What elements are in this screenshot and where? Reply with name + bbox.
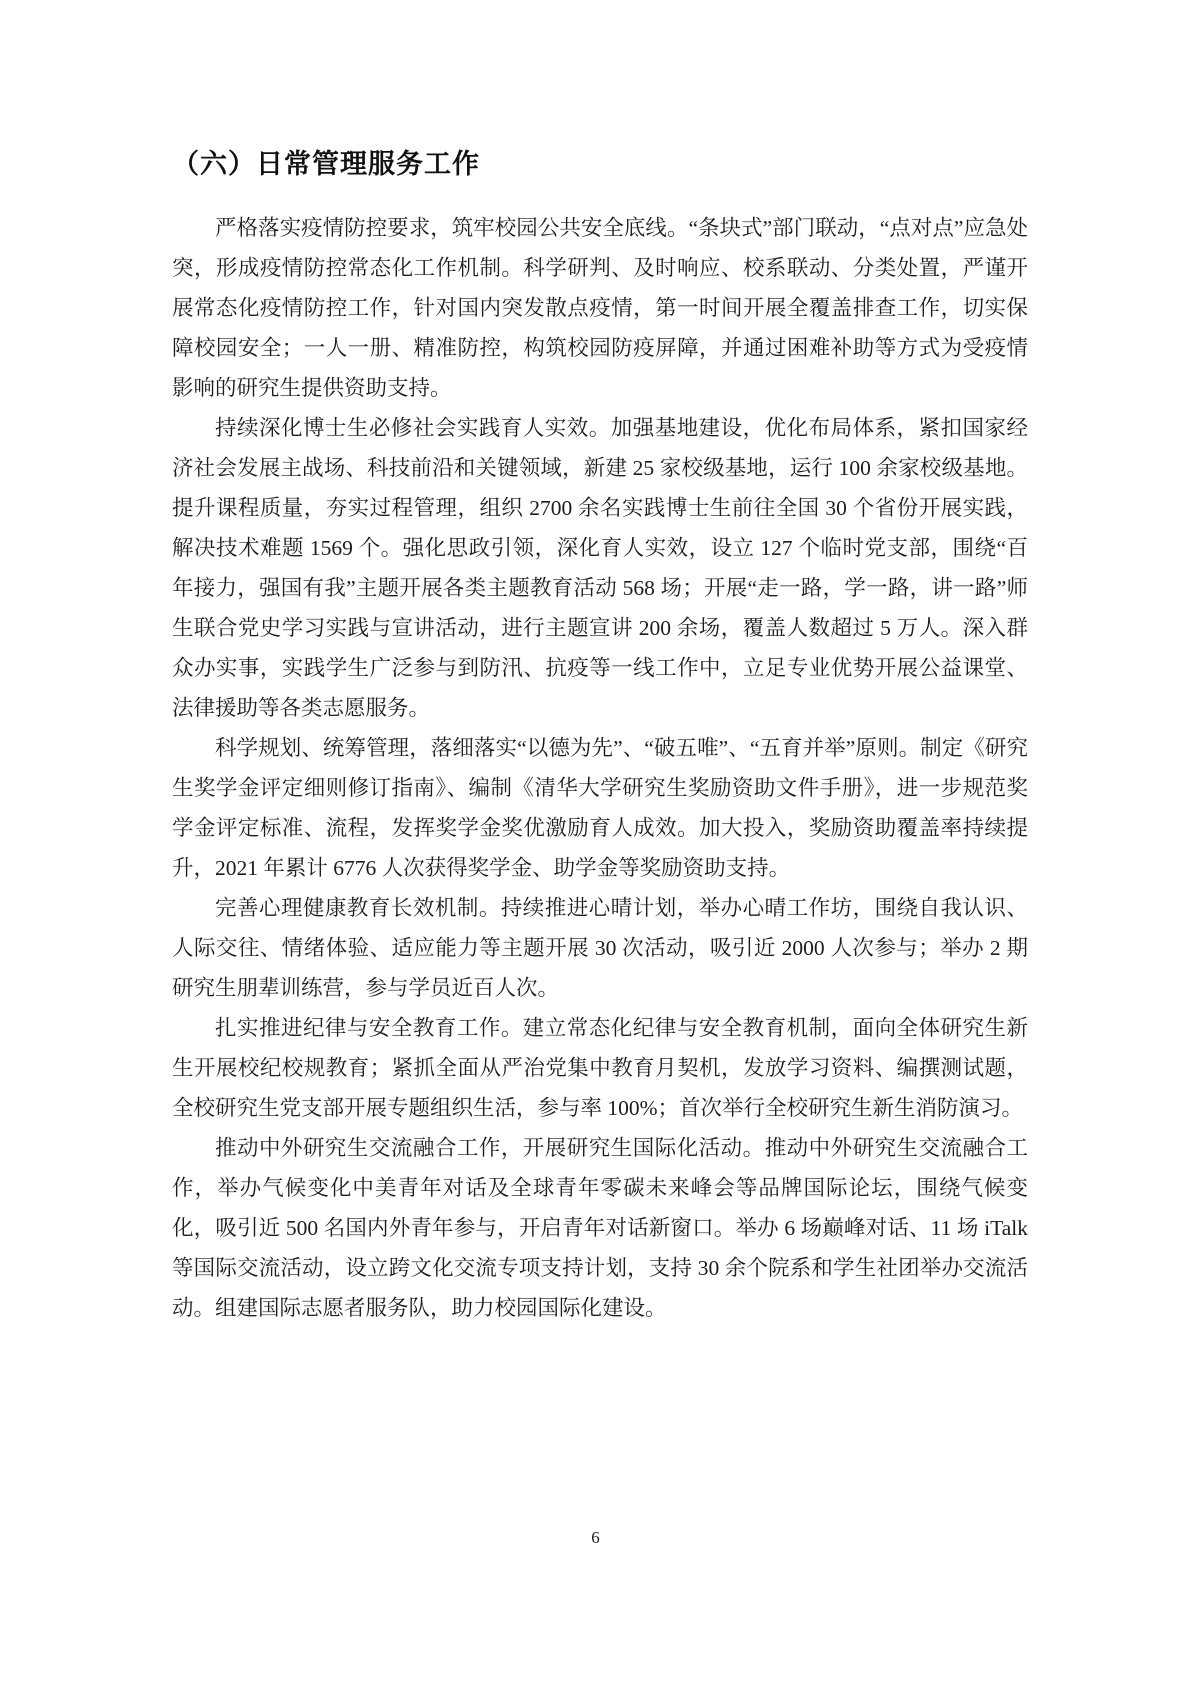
section-heading: （六）日常管理服务工作 <box>172 149 480 179</box>
paragraph: 推动中外研究生交流融合工作，开展研究生国际化活动。推动中外研究生交流融合工作，举办气候变化中美青年对话及全球青年零碳未来峰会等品牌国际论坛，围绕气候变化，吸引近 500 名国内外青年参与，开启青年对话新窗口。举办 6 场巅峰对话、11 场 iTalk 等国际交流活动，设立跨文化交流专项支持计划，支持 30 余个院系和学生社团举办交流活动。组建国际志愿者服务队，助力校园国际化建设。 <box>172 1136 1028 1320</box>
document-content <box>172 146 1028 1328</box>
paragraph: 完善心理健康教育长效机制。持续推进心晴计划，举办心晴工作坊，围绕自我认识、人际交往、情绪体验、适应能力等主题开展 30 次活动，吸引近 2000 人次参与；举办 2 期研究生朋辈训练营，参与学员近百人次。 <box>172 896 1028 1000</box>
paragraph: 持续深化博士生必修社会实践育人实效。加强基地建设，优化布局体系，紧扣国家经济社会发展主战场、科技前沿和关键领域，新建 25 家校级基地，运行 100 余家校级基地。提升课程质量，夯实过程管理，组织 2700 余名实践博士生前往全国 30 个省份开展实践，解决技术难题 1569 个。强化思政引领，深化育人实效，设立 127 个临时党支部，围绕“百年接力，强国有我”主题开展各类主题教育活动 568 场；开展“走一路，学一路，讲一路”师生联合党史学习实践与宣讲活动，进行主题宣讲 200 余场，覆盖人数超过 5 万人。深入群众办实事，实践学生广泛参与到防汛、抗疫等一线工作中，立足专业优势开展公益课堂、法律援助等各类志愿服务。 <box>172 416 1028 720</box>
paragraph: 科学规划、统筹管理，落细落实“以德为先”、“破五唯”、“五育并举”原则。制定《研究生奖学金评定细则修订指南》、编制《清华大学研究生奖励资助文件手册》，进一步规范奖学金评定标准、流程，发挥奖学金奖优激励育人成效。加大投入，奖励资助覆盖率持续提升，2021 年累计 6776 人次获得奖学金、助学金等奖励资助支持。 <box>172 736 1028 880</box>
paragraph: 严格落实疫情防控要求，筑牢校园公共安全底线。“条块式”部门联动，“点对点”应急处突，形成疫情防控常态化工作机制。科学研判、及时响应、校系联动、分类处置，严谨开展常态化疫情防控工作，针对国内突发散点疫情，第一时间开展全覆盖排查工作，切实保障校园安全；一人一册、精准防控，构筑校园防疫屏障，并通过困难补助等方式为受疫情影响的研究生提供资助支持。 <box>172 216 1028 400</box>
page-number: 6 <box>591 1528 600 1547</box>
paragraph: 扎实推进纪律与安全教育工作。建立常态化纪律与安全教育机制，面向全体研究生新生开展校纪校规教育；紧抓全面从严治党集中教育月契机，发放学习资料、编撰测试题，全校研究生党支部开展专题组织生活，参与率 100%；首次举行全校研究生新生消防演习。 <box>172 1016 1028 1120</box>
